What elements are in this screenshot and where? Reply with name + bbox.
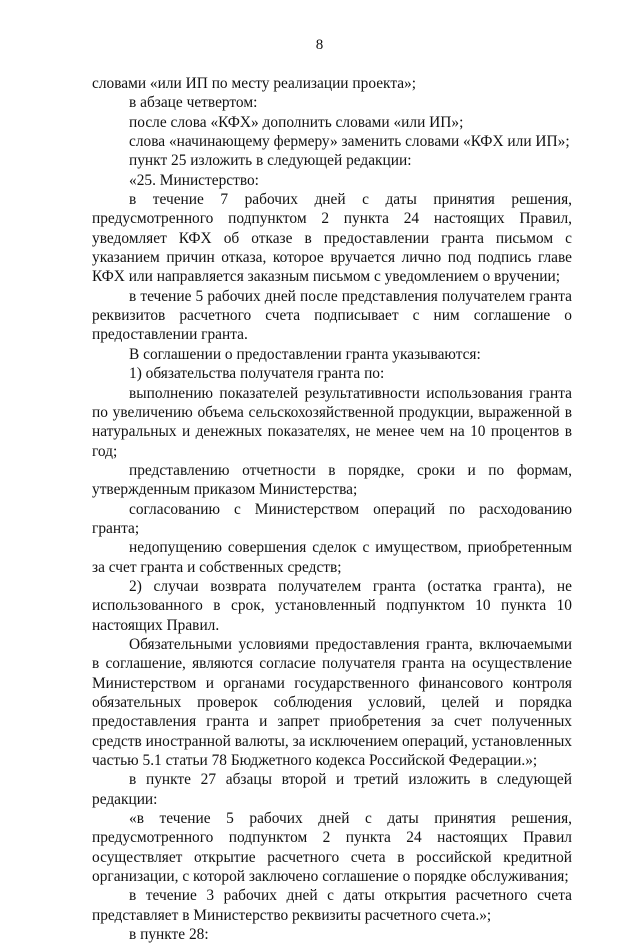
paragraph: 2) случаи возврата получателем гранта (остатка гранта), не использованного в срок, установленный подпунктом 10 пункта 10 настоящих Правил. xyxy=(92,577,572,634)
paragraph: Обязательными условиями предоставления гранта, включаемыми в соглашение, являются согласие получателя гранта на осуществление Министерством и органами государственного финансового контроля обязательных проверок соблюдения условий, целей и порядка предоставления гранта и запрет приобретения за счет полученных средств иностранной валюты, за исключением операций, установленных частью 5.1 статьи 78 Бюджетного кодекса Российской Федерации.»; xyxy=(92,635,572,770)
document-body xyxy=(92,74,572,944)
paragraph: словами «или ИП по месту реализации проекта»; xyxy=(92,75,417,92)
paragraph: «25. Министерство: xyxy=(129,171,259,189)
paragraph: в течение 5 рабочих дней после представления получателем гранта реквизитов расчетного счета подписывает с ним соглашение о предоставлении гранта. xyxy=(92,287,572,344)
paragraph: согласованию с Министерством операций по расходованию гранта; xyxy=(92,500,572,537)
paragraph: В соглашении о предоставлении гранта указываются: xyxy=(129,345,481,363)
paragraph: в пункте 28: xyxy=(129,926,209,944)
paragraph: недопущению совершения сделок с имуществом, приобретенным за счет гранта и собственных средств; xyxy=(92,539,572,576)
paragraph: в течение 7 рабочих дней с даты принятия решения, предусмотренного подпунктом 2 пункта 24 настоящих Правил, уведомляет КФХ об отказе в предоставлении гранта письмом с указанием причин отказа, которое вручается лично под подпись главе КФХ или направляется заказным письмом с уведомлением о вручении; xyxy=(92,191,572,286)
paragraph: в пункте 27 абзацы второй и третий изложить в следующей редакции: xyxy=(92,771,572,808)
paragraph: после слова «КФХ» дополнить словами «или ИП»; xyxy=(129,113,464,131)
paragraph: слова «начинающему фермеру» заменить словами «КФХ или ИП»; xyxy=(129,133,570,151)
paragraph: 1) обязательства получателя гранта по: xyxy=(129,365,385,383)
paragraph: представлению отчетности в порядке, сроки и по формам, утвержденным приказом Министерства; xyxy=(92,461,572,499)
paragraph: в течение 3 рабочих дней с даты открытия расчетного счета представляет в Министерство реквизиты расчетного счета.»; xyxy=(92,887,572,924)
paragraph: «в течение 5 рабочих дней с даты принятия решения, предусмотренного подпунктом 2 пункта 24 настоящих Правил осуществляет открытие расчетного счета в российской кредитной организации, с которой заключено соглашение о порядке обслуживания; xyxy=(92,810,572,886)
paragraph: в абзаце четвертом: xyxy=(129,94,258,112)
page-number: 8 xyxy=(315,37,324,53)
paragraph: пункт 25 изложить в следующей редакции: xyxy=(129,152,412,170)
paragraph: выполнению показателей результативности использования гранта по увеличению объема сельскохозяйственной продукции, выраженной в натуральных и денежных показателях, не менее чем на 10 процентов в год; xyxy=(92,384,572,460)
